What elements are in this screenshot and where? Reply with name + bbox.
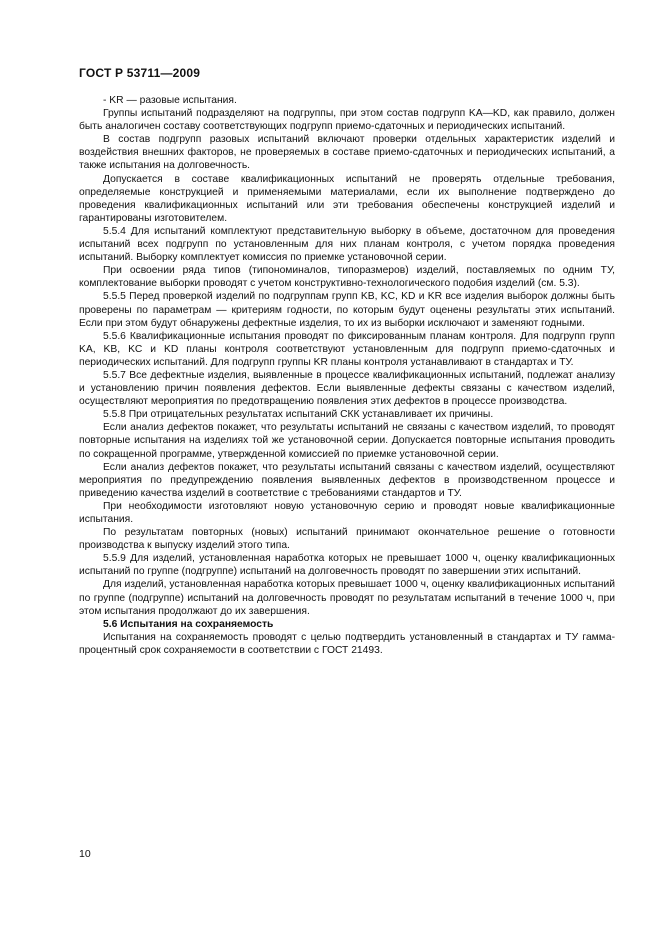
page-number: 10 xyxy=(79,848,91,860)
paragraph-sample-forming: При освоении ряда типов (типономиналов, типоразмеров) изделий, поставляемых по одним ТУ, комплектование выборки проводят с учетом конструктивно-технологического подобия изделий (см. 5.3). xyxy=(79,265,615,290)
paragraph-5-5-9: 5.5.9 Для изделий, установленная наработка которых не превышает 1000 ч, оценку квалификационных испытаний по группе (подгруппе) испытаний на долговечность проводят по завершении этих испытаний. xyxy=(79,553,615,578)
section-heading-5-6: 5.6 Испытания на сохраняемость xyxy=(103,618,274,630)
paragraph-final-decision: По результатам повторных (новых) испытаний принимают окончательное решение о готовности производства к выпуску изделий этого типа. xyxy=(79,527,615,552)
document-body xyxy=(79,94,615,657)
paragraph-5-5-8: 5.5.8 При отрицательных результатах испытаний СКК устанавливает их причины. xyxy=(103,409,494,421)
paragraph-storage-tests: Испытания на сохраняемость проводят с целью подтвердить установленный в стандартах и ТУ гамма-процентный срок сохраняемости в соответствии с ГОСТ 21493. xyxy=(79,631,615,656)
paragraph-5-5-6: 5.5.6 Квалификационные испытания проводят по фиксированным планам контроля. Для подгрупп групп KA, KB, KC и KD планы контроля соответствуют установленным для подгрупп приемо-сдаточных и периодических испытаний. Для подгрупп группы KR планы контроля устанавливают в стандартах и ТУ. xyxy=(79,330,615,368)
document-header-standard-id: ГОСТ Р 53711—2009 xyxy=(79,66,201,80)
paragraph-over-1000h: Для изделий, установленная наработка которых превышает 1000 ч, оценку квалификационных испытаний по группе (подгруппе) испытаний на долговечность проводят по результатам испытаний в течение 1000 ч, при этом испытания продолжают до их завершения. xyxy=(79,579,615,617)
paragraph-new-series: При необходимости изготовляют новую установочную серию и проводят новые квалификационные испытания. xyxy=(79,500,615,525)
paragraph-5-5-4: 5.5.4 Для испытаний комплектуют представительную выборку в объеме, достаточном для проведения испытаний всех подгрупп по установленным для них планам контроля, с учетом порядка проведения испытаний. Выборку комплектует комиссия по приемке установочной серии. xyxy=(79,225,615,264)
paragraph-kr-definition: - KR — разовые испытания. xyxy=(103,95,237,106)
paragraph-one-time-tests: В состав подгрупп разовых испытаний включают проверки отдельных характеристик изделий и воздействия внешних факторов, не проверяемых в составе приемо-сдаточных и периодических испытаний, а также испытания на долговечность. xyxy=(79,134,615,172)
paragraph-repeat-tests: Если анализ дефектов покажет, что результаты испытаний не связаны с качеством изделий, то проводят повторные испытания на изделиях той же установочной серии. Допускается повторные испытания проводить по сокращенной программе, утвержденной комиссией по приемке установочной серии. xyxy=(79,422,615,460)
paragraph-5-5-5: 5.5.5 Перед проверкой изделий по подгруппам групп KB, KC, KD и KR все изделия выборок должны быть проверены по параметрам — критериям годности, по которым будут оценены результаты этих испытаний. Если при этом будут обнаружены дефектные изделия, то их из выборки исключают и заменяют годными. xyxy=(79,291,615,329)
paragraph-allowed-exclusions: Допускается в составе квалификационных испытаний не проверять отдельные требования, определяемые конструкцией и применяемыми материалами, если их выполнение подтверждено до проведения квалификационных испытаний или эти требования обеспечены конструкцией изделий и гарантированы изготовителем. xyxy=(79,173,615,224)
paragraph-5-5-7: 5.5.7 Все дефектные изделия, выявленные в процессе квалификационных испытаний, подлежат анализу и установлению причин появления дефектов. Если выявленные дефекты связаны с качеством изделий, осуществляют мероприятия по предотвращению появления этих дефектов в процессе производства. xyxy=(79,369,615,408)
paragraph-quality-defects: Если анализ дефектов покажет, что результаты испытаний связаны с качеством изделий, осуществляют мероприятия по предупреждению появления выявленных дефектов в производственном процессе и приведению качества изделий в соответствие с требованиями стандартов и ТУ. xyxy=(79,461,615,499)
paragraph-test-groups: Группы испытаний подразделяют на подгруппы, при этом состав подгрупп KA—KD, как правило, должен быть аналогичен составу соответствующих подгрупп приемо-сдаточных и периодических испытаний. xyxy=(79,108,615,133)
